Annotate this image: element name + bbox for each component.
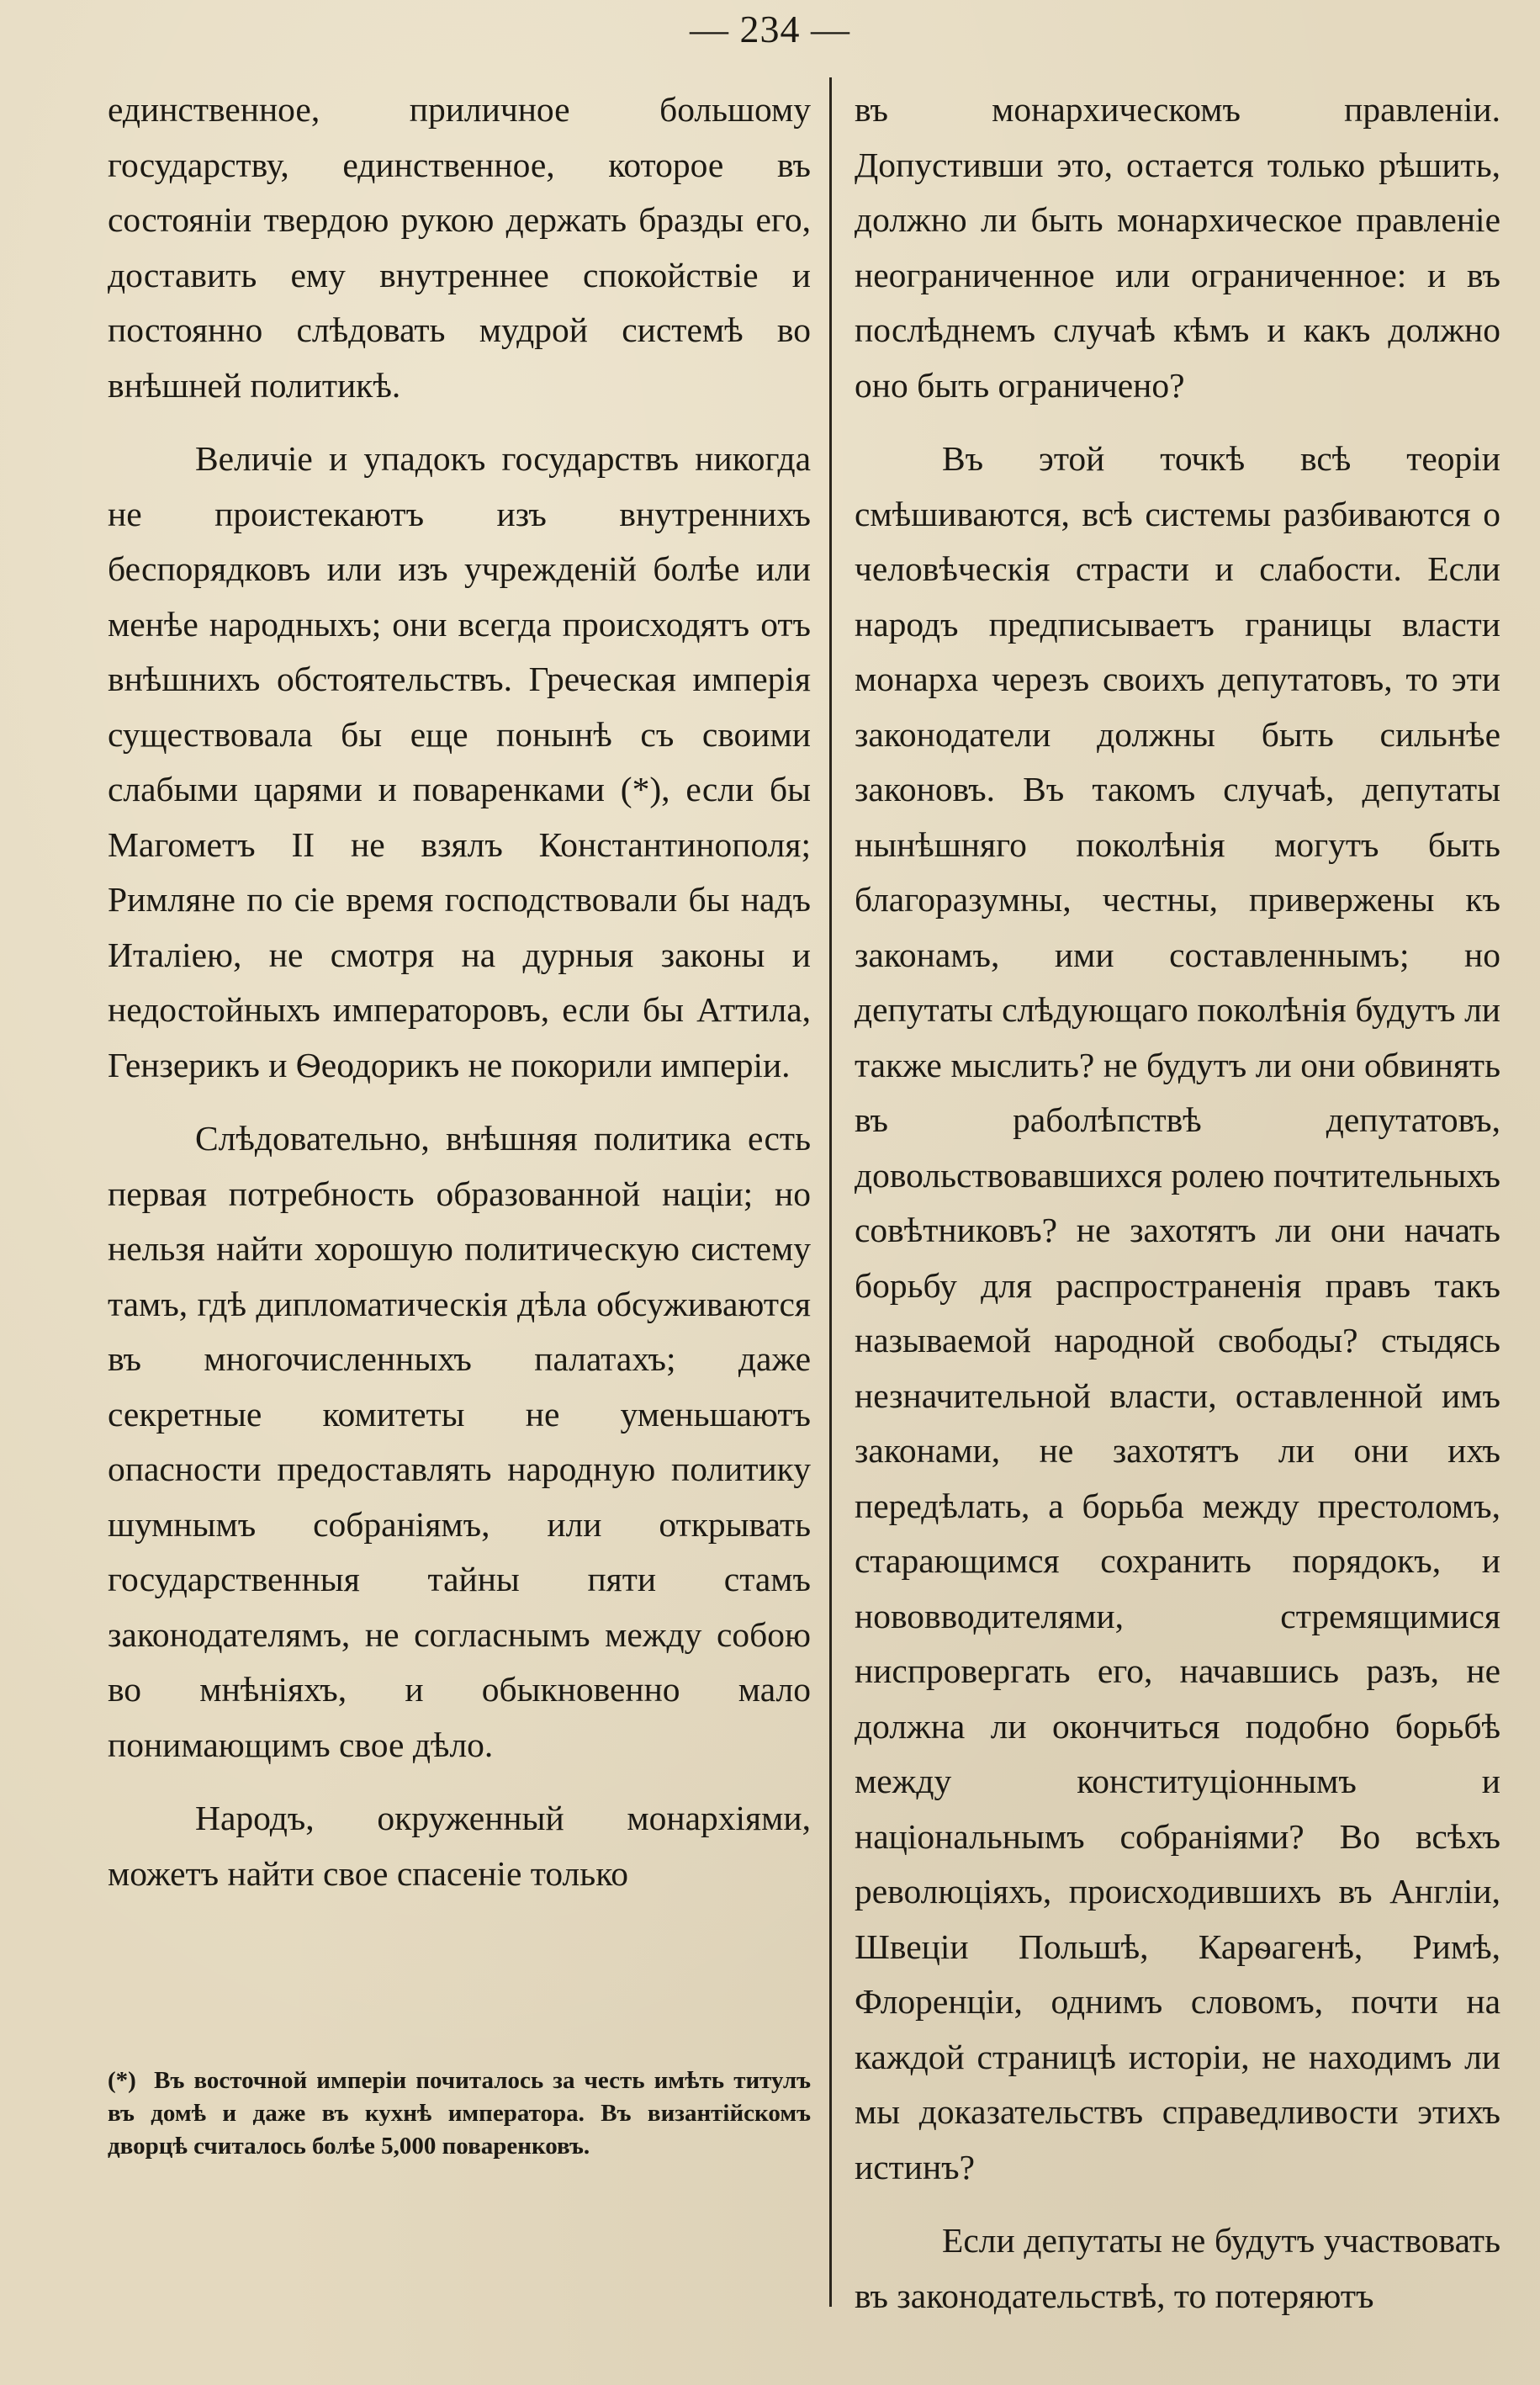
right-paragraph-3: Если депутаты не будутъ участвовать въ законодательствѣ, то потеряютъ (855, 2221, 1500, 2315)
left-paragraph-1: единственное, приличное большому государству, единственное, которое въ состояніи твердою рукою держать бразды его, доставить ему внутреннее спокойствіе и постоянно слѣдовать мудрой системѣ во внѣшней политикѣ. (108, 90, 811, 405)
right-column (855, 82, 1500, 2342)
page-number: — 234 — (690, 8, 850, 50)
right-paragraph-2: Въ этой точкѣ всѣ теоріи смѣшиваются, всѣ системы разбиваются о человѣческія страсти и слабости. Если народъ предписываетъ границы власти монарха черезъ своихъ депутатовъ, то эти законодатели должны быть сильнѣе законовъ. Въ такомъ случаѣ, депутаты нынѣшняго поколѣнія могутъ быть благоразумны, честны, привержены къ законамъ, ими составленнымъ; но депутаты слѣдующаго поколѣнія будутъ ли также мыслить? не будутъ ли они обвинять въ раболѣпствѣ депутатовъ, довольствовавшихся ролею почтительныхъ совѣтниковъ? не захотятъ ли они начать борьбу для распространенія правъ такъ называемой народной свободы? стыдясь незначительной власти, оставленной имъ законами, не захотятъ ли они ихъ передѣлать, а борьба между престоломъ, старающимся сохранить порядокъ, и нововводителями, стремящимися ниспровергать его, начавшись разъ, не должна ли окончиться подобно борьбѣ между конституціоннымъ и національнымъ собраніями? Во всѣхъ революціяхъ, происходившихъ въ Англіи, Швеціи Польшѣ, Карѳагенѣ, Римѣ, Флоренціи, однимъ словомъ, почти на каждой страницѣ исторіи, не находимъ ли мы доказательствъ справедливости этихъ истинъ? (855, 439, 1500, 2186)
left-paragraph-2: Величіе и упадокъ государствъ никогда не проистекаютъ изъ внутреннихъ беспорядковъ или изъ учрежденій болѣе или менѣе народныхъ; они всегда происходятъ отъ внѣшнихъ обстоятельствъ. Греческая имперія существовала бы еще понынѣ съ своими слабыми царями и поваренками (*), если бы Магометъ II не взялъ Константинополя; Римляне по сіе время господствовали бы надъ Италіею, не смотря на дурныя законы и недостойныхъ императоровъ, если бы Аттила, Гензерикъ и Ѳеодорикъ не покорили имперіи. (108, 439, 811, 1084)
footnote-text: Въ восточной имперіи почиталось за честь имѣть титулъ въ домѣ и даже въ кухнѣ императора. Въ византійскомъ дворцѣ считалось болѣе 5,000 поваренковъ. (108, 2067, 811, 2160)
footnote-mark: (*) (108, 2067, 136, 2094)
column-divider (829, 77, 832, 2307)
footnote (108, 2064, 811, 2163)
left-column (108, 82, 811, 1920)
left-paragraph-3: Слѣдовательно, внѣшняя политика есть первая потребность образованной націи; но нельзя найти хорошую политическую систему тамъ, гдѣ дипломатическія дѣла обсуживаются въ многочисленныхъ палатахъ; даже секретные комитеты не уменьшаютъ опасности предоставлять народную политику шумнымъ собраніямъ, или открывать государственныя тайны пяти стамъ законодателямъ, не согласнымъ между собою во мнѣніяхъ, и обыкновенно мало понимающимъ свое дѣло. (108, 1119, 811, 1764)
left-paragraph-4: Народъ, окруженный монархіями, можетъ найти свое спасеніе только (108, 1799, 811, 1893)
right-paragraph-1: въ монархическомъ правленіи. Допустивши это, остается только рѣшить, должно ли быть монархическое правленіе неограниченное или ограниченное: и въ послѣднемъ случаѣ кѣмъ и какъ должно оно быть ограничено? (855, 90, 1500, 405)
